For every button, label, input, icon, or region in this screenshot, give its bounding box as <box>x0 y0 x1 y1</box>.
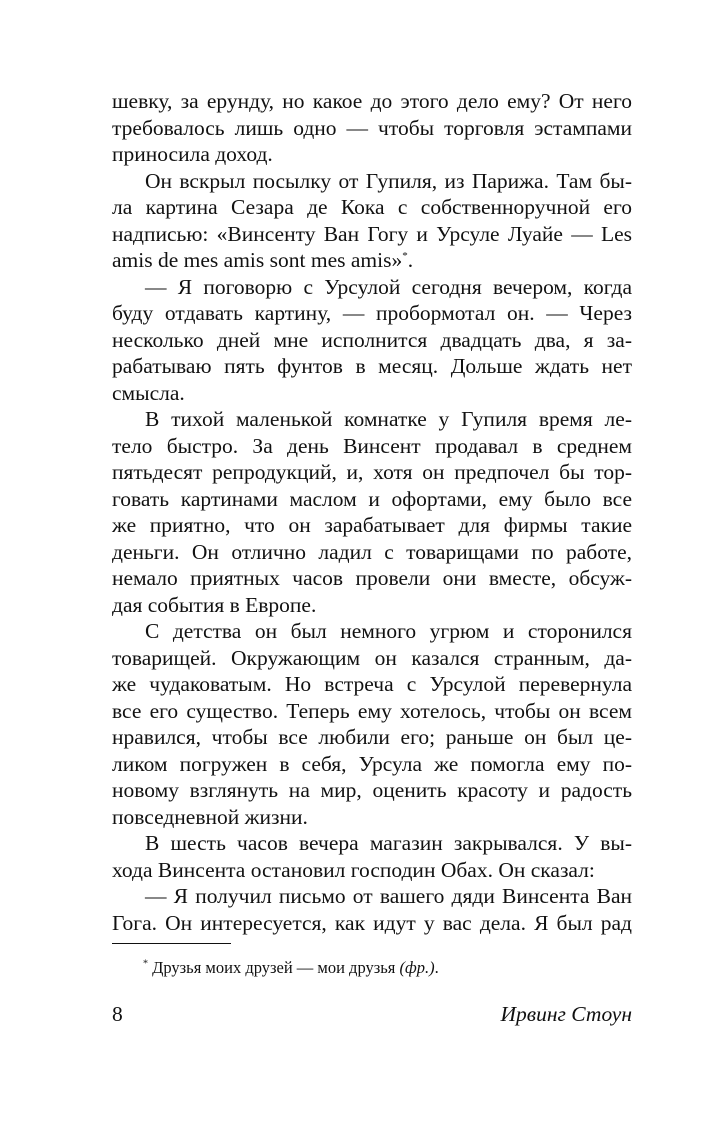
running-footer-author: Ирвинг Стоун <box>500 1002 632 1026</box>
text-line: ла картина Сезара де Кока с собственноручной его <box>112 195 632 219</box>
text-line: шевку, за ерунду, но какое до этого дело ему? От него <box>112 89 632 113</box>
text-line: нравился, чтобы все любили его; раньше он был це- <box>112 725 632 749</box>
text-line: хода Винсента остановил господин Обах. Он сказал: <box>112 857 595 882</box>
footnote-language-note: (фр.) <box>399 958 435 977</box>
text-line: требовалось лишь одно — чтобы торговля эстампами <box>112 115 632 140</box>
text-line: буду отдавать картину, — пробормотал он. — Через <box>112 301 632 325</box>
footnote <box>143 957 439 979</box>
text-line: все его существо. Теперь ему хотелось, чтобы он всем <box>112 698 632 723</box>
footnote-reference[interactable]: * <box>402 249 408 262</box>
text-line: Гога. Он интересуется, как идут у вас дела. Я был рад <box>112 910 632 935</box>
text-line: товарищей. Окружающим он казался странным, да- <box>112 645 632 670</box>
footnote-divider <box>112 943 231 944</box>
text-line: новому взглянуть на мир, оценить красоту и радость <box>112 778 632 802</box>
sentence-end: . <box>407 248 414 272</box>
text-line: тело быстро. За день Винсент продавал в среднем <box>112 433 632 458</box>
page-number: 8 <box>112 1002 123 1026</box>
text-line: ликом погружен в себя, Урсула же помогла ему по- <box>112 751 632 776</box>
text-line: приносила доход. <box>112 142 273 166</box>
text-line: несколько дней мне исполнится двадцать два, я за- <box>112 327 632 352</box>
text-line-with-footnote-ref <box>112 247 632 274</box>
text-line: рабатываю пять фунтов в месяц. Дольше ждать нет <box>112 354 632 378</box>
text-fragment: amis de mes amis sont mes amis» <box>112 248 403 272</box>
main-text <box>112 88 632 936</box>
text-line: — Я поговорю с Урсулой сегодня вечером, когда <box>145 274 632 299</box>
text-line: же чудаковатым. Но встреча с Урсулой перевернула <box>112 672 632 696</box>
text-line: надписью: «Винсенту Ван Гогу и Урсуле Луайе — Les <box>112 221 632 246</box>
text-line: пятьдесят репродукций, и, хотя он предпочел бы тор- <box>112 460 632 484</box>
text-line: Он вскрыл посылку от Гупиля, из Парижа. Там бы- <box>145 168 632 193</box>
text-line: В шесть часов вечера магазин закрывался. У вы- <box>145 831 632 855</box>
text-line: немало приятных часов провели они вместе, обсуж- <box>112 566 632 590</box>
text-line: же приятно, что он зарабатывает для фирмы такие <box>112 513 632 537</box>
text-line: деньги. Он отлично ладил с товарищами по работе, <box>112 539 632 564</box>
text-line: С детства он был немного угрюм и сторонился <box>145 619 632 643</box>
text-line: — Я получил письмо от вашего дяди Винсента Ван <box>145 884 632 908</box>
text-line: смысла. <box>112 380 185 405</box>
text-line: дая события в Европе. <box>112 592 317 617</box>
footnote-end: . <box>434 958 439 977</box>
text-line: В тихой маленькой комнатке у Гупиля время ле- <box>145 407 632 431</box>
text-line: повседневной жизни. <box>112 804 308 829</box>
text-line: говать картинами маслом и офортами, ему было все <box>112 486 632 511</box>
footnote-mark: * <box>143 958 148 970</box>
footnote-text: Друзья моих друзей — мои друзья <box>152 958 396 977</box>
